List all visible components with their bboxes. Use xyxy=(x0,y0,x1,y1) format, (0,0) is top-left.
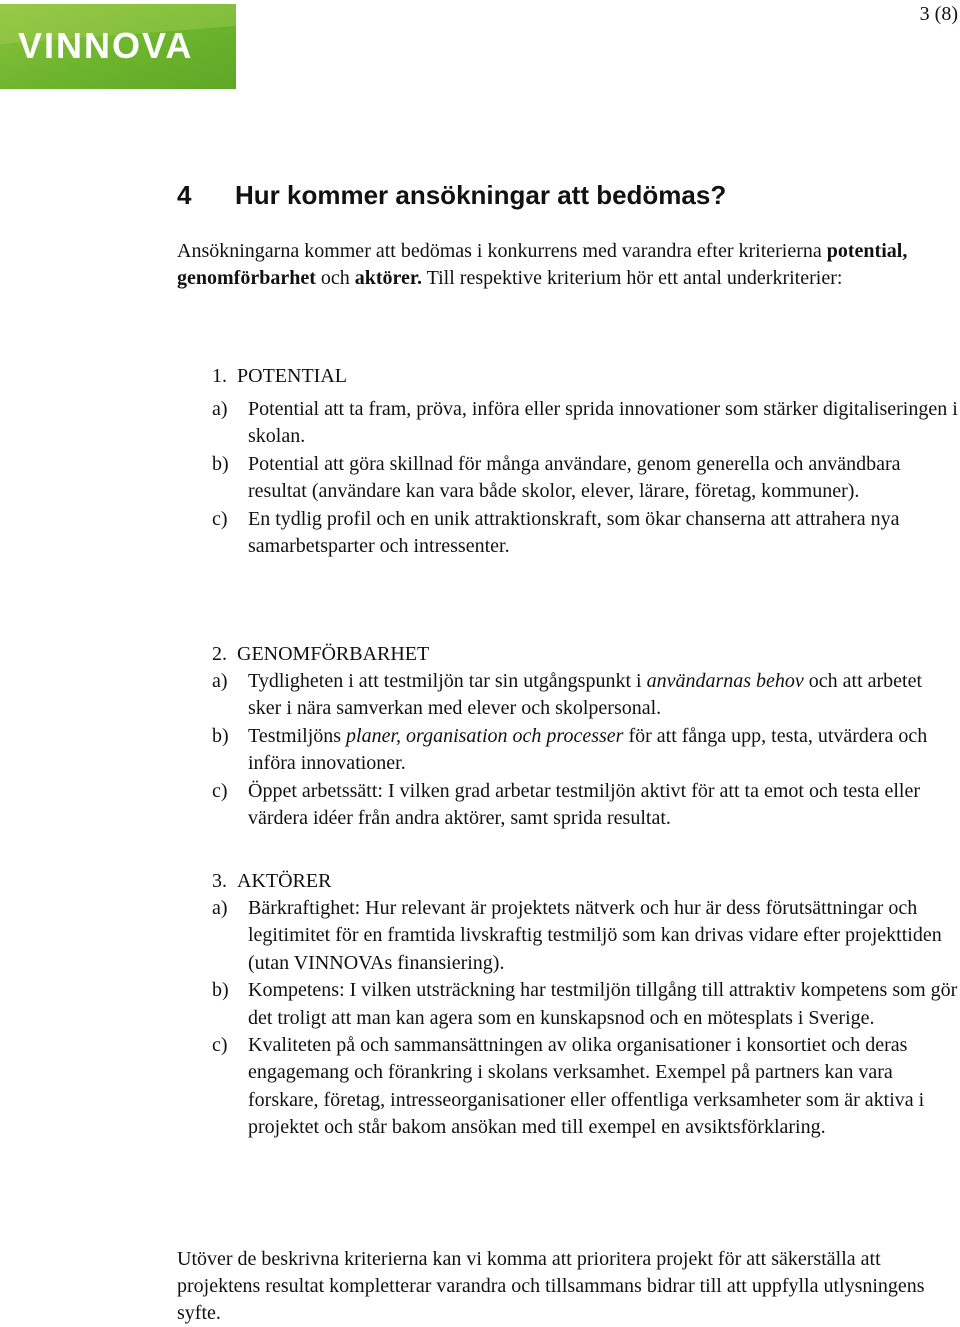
criterion-potential xyxy=(177,363,960,560)
sub-criterion-label: b) xyxy=(212,452,229,475)
closing-paragraph: Utöver de beskrivna kriterierna kan vi komma att prioritera projekt för att säkerställa att projektens resultat kompletterar varandra och tillsammans bidrar till att uppfylla utlysningens syfte. xyxy=(177,1248,925,1324)
sub-criterion-label: c) xyxy=(212,1034,228,1057)
sub-criterion-label: b) xyxy=(212,724,229,747)
criterion-number: 1. xyxy=(212,365,227,387)
sub-criterion-label: a) xyxy=(212,398,228,420)
sub-criterion-text: Testmiljöns xyxy=(248,724,347,747)
logo-text: VINNOVA xyxy=(18,25,194,66)
sub-criterion-text: En tydlig profil och en unik attraktionskraft, som ökar chanserna att attrahera nya samarbetsparter och intressenter. xyxy=(248,507,900,558)
criterion-aktorer xyxy=(177,868,960,1142)
sub-criterion-label: a) xyxy=(212,897,228,919)
sub-criterion-text: Potential att göra skillnad för många användare, genom generella och användbara resultat (användare kan vara både skolor, elever, lärare, företag, kommuner). xyxy=(248,452,901,503)
sub-criterion xyxy=(177,778,960,833)
sub-criterion xyxy=(177,451,960,506)
heading-title: Hur kommer ansökningar att bedömas? xyxy=(235,180,727,210)
sub-criterion-emphasis: planer, organisation och processer xyxy=(346,724,624,747)
page-number: 3 (8) xyxy=(919,3,958,25)
sub-criterion-label: b) xyxy=(212,979,229,1002)
criterion-name: AKTÖRER xyxy=(237,870,332,892)
intro-text: Till respektive kriterium hör ett antal underkriterier: xyxy=(421,267,843,289)
sub-criterion-text: Kompetens: I vilken utsträckning har testmiljön tillgång till attraktiv kompetens som gör det troligt att man kan agera som en kunskapsnod och en mötesplats i Sverige. xyxy=(248,979,958,1029)
criterion-number: 3. xyxy=(212,870,227,892)
intro-paragraph xyxy=(177,238,947,292)
sub-criterion-label: c) xyxy=(212,507,228,530)
sub-criterion-emphasis: användarnas behov xyxy=(646,670,804,692)
criterion-name: POTENTIAL xyxy=(237,365,347,387)
criterion-title xyxy=(177,363,960,390)
sub-criterion xyxy=(177,895,960,977)
vinnova-wordmark xyxy=(0,4,236,89)
intro-bold-criteria: potential, genomförbarhet xyxy=(177,240,908,289)
sub-criterion-text: Tydligheten i att testmiljön tar sin utgångspunkt i xyxy=(248,670,647,692)
intro-bold-criteria: aktörer. xyxy=(354,267,422,289)
criterion-name: GENOMFÖRBARHET xyxy=(237,643,430,665)
sub-criterion xyxy=(177,977,960,1032)
criterion-title xyxy=(177,868,960,895)
sub-criterion xyxy=(177,506,960,561)
sub-criterion-text: Kvaliteten på och sammansättningen av olika organisationer i konsortiet och deras engagemang och förankring i skolans verksamhet. Exempel på partners kan vara forskare, företag, intresseorganisationer eller offentliga verksamheter som är aktiva i projektet och står bakom ansökan med till exempel en avsiktsförklaring. xyxy=(248,1034,925,1139)
intro-text: Ansökningarna kommer att bedömas i konkurrens med varandra efter kriterierna xyxy=(177,240,827,262)
criterion-title xyxy=(177,641,960,668)
sub-criterion xyxy=(177,396,960,451)
heading-number: 4 xyxy=(177,180,192,210)
sub-criterion-text: Potential att ta fram, pröva, införa eller sprida innovationer som stärker digitaliseringen i skolan. xyxy=(248,398,958,448)
sub-criterion-label: c) xyxy=(212,779,228,802)
section-heading xyxy=(177,180,726,211)
sub-criterion-label: a) xyxy=(212,670,228,692)
sub-criterion-text: för att fånga upp, testa, utvärdera och införa innovationer. xyxy=(248,724,928,775)
sub-criterion xyxy=(177,668,960,723)
sub-criterion xyxy=(177,723,960,778)
intro-text: och xyxy=(315,267,355,289)
sub-criterion-text: Bärkraftighet: Hur relevant är projektets nätverk och hur är dess förutsättningar och legitimitet för en framtida livskraftig testmiljö som kan drivas vidare efter projekttiden (utan VINNOVAs finansiering). xyxy=(248,897,942,974)
sub-criterion-text: och att arbetet sker i nära samverkan med elever och skolpersonal. xyxy=(248,670,923,720)
vinnova-logo xyxy=(0,4,236,89)
sub-criterion xyxy=(177,1032,960,1142)
sub-criterion-text: Öppet arbetssätt: I vilken grad arbetar testmiljön aktivt för att ta emot och testa eller värdera idéer från andra aktörer, samt sprida resultat. xyxy=(248,779,920,830)
criterion-genomforbarhet xyxy=(177,641,960,832)
criterion-number: 2. xyxy=(212,643,227,665)
